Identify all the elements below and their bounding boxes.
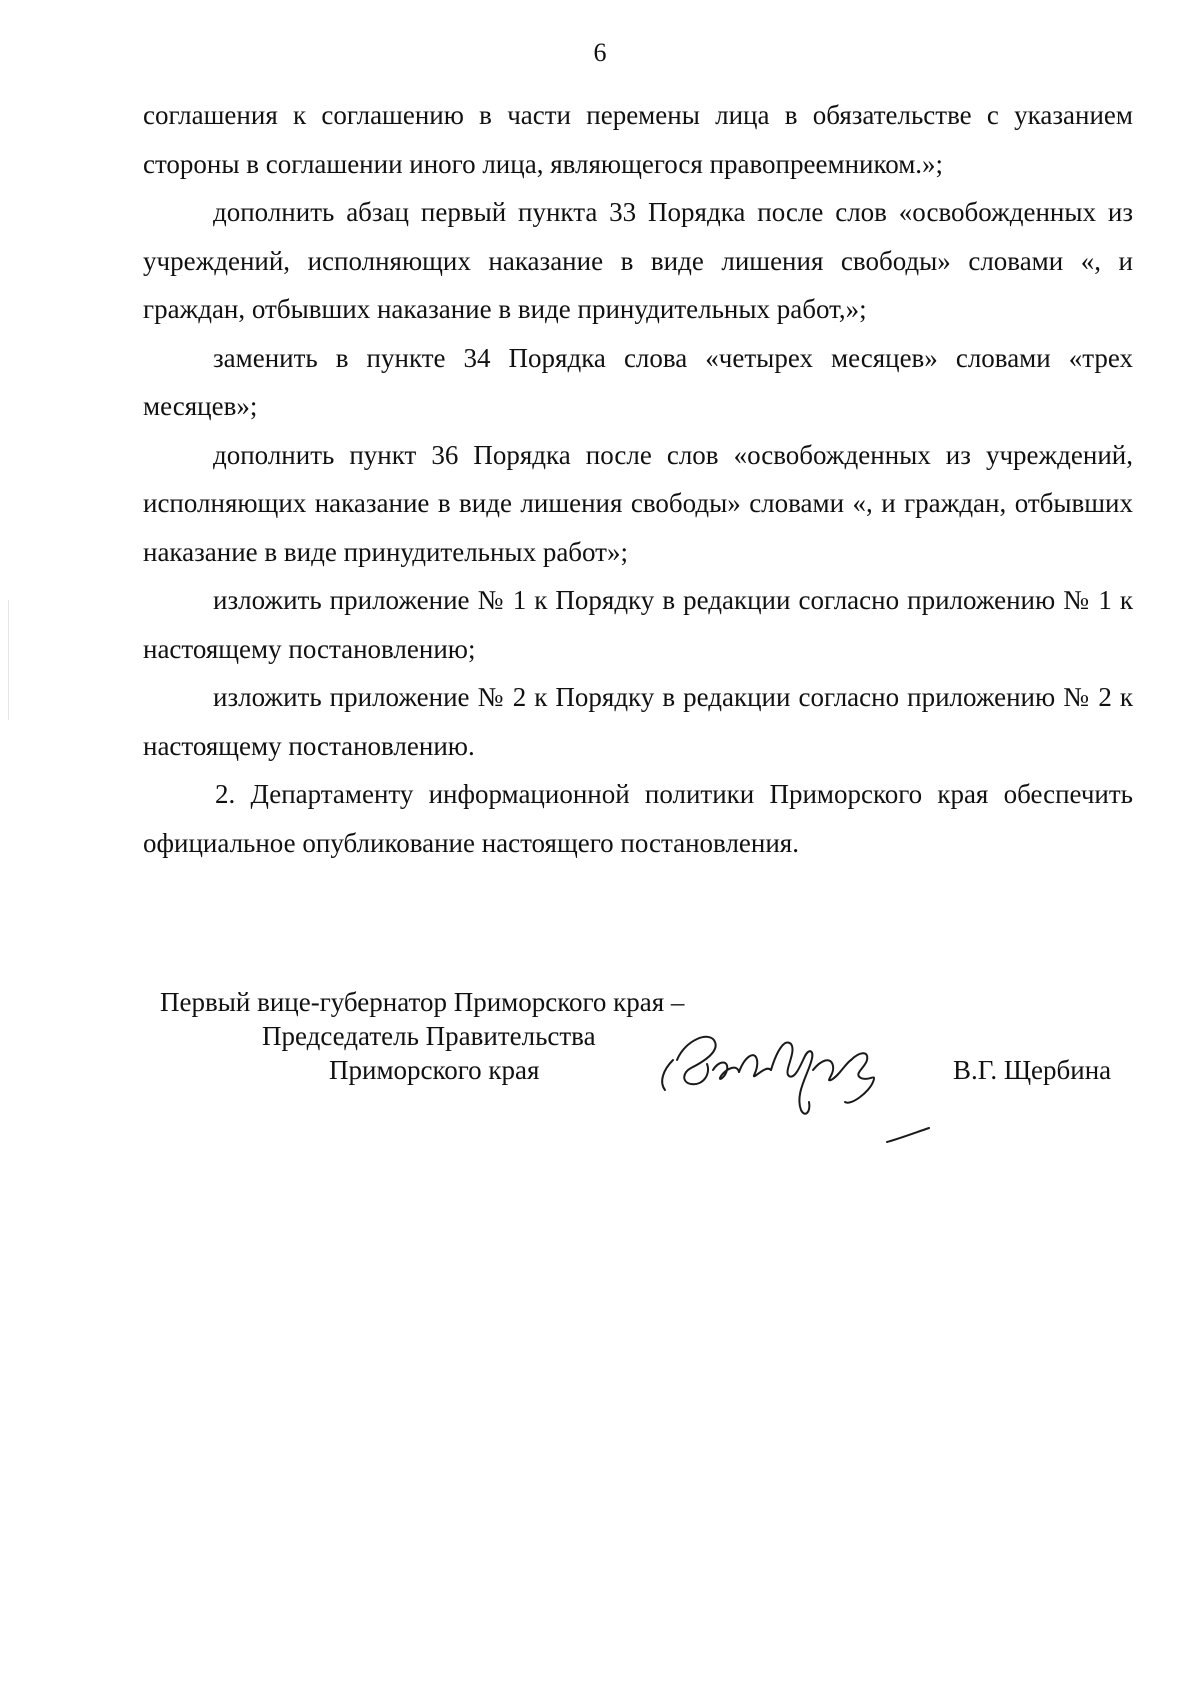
signatory-position-line-2: Председатель Правительства <box>262 1021 596 1051</box>
paragraph-appendix-2: изложить приложение № 2 к Порядку в редакции согласно приложению № 2 к настоящему постановлению. <box>143 682 1133 761</box>
paragraph-appendix-1: изложить приложение № 1 к Порядку в редакции согласно приложению № 1 к настоящему постановлению; <box>143 585 1133 664</box>
document-body <box>143 91 1133 867</box>
signatory-position-line-3: Приморского края <box>329 1055 540 1085</box>
signatory-position-line-1: Первый вице-губернатор Приморского края – <box>160 987 685 1017</box>
signatory-name: В.Г. Щербина <box>953 1055 1112 1085</box>
signature-block <box>0 985 1200 1165</box>
paragraph-amend-34: заменить в пункте 34 Порядка слова «четырех месяцев» словами «трех месяцев»; <box>143 342 1133 421</box>
paragraph-item-2: 2. Департаменту информационной политики Приморского края обеспечить официальное опубликование настоящего постановления. <box>143 779 1133 858</box>
paragraph-continuation: соглашения к соглашению в части перемены лица в обязательстве с указанием стороны в соглашении иного лица, являющегося правопреемником.»; <box>143 100 1133 179</box>
scan-artifact <box>8 600 9 720</box>
handwritten-signature <box>655 1020 955 1150</box>
paragraph-amend-33: дополнить абзац первый пункта 33 Порядка после слов «освобожденных из учреждений, исполняющих наказание в виде лишения свободы» словами «, и граждан, отбывших наказание в виде принудительных работ,»; <box>143 197 1133 324</box>
paragraph-amend-36: дополнить пункт 36 Порядка после слов «освобожденных из учреждений, исполняющих наказание в виде лишения свободы» словами «, и граждан, отбывших наказание в виде принудительных работ»; <box>143 439 1133 567</box>
page-number: 6 <box>593 38 607 67</box>
